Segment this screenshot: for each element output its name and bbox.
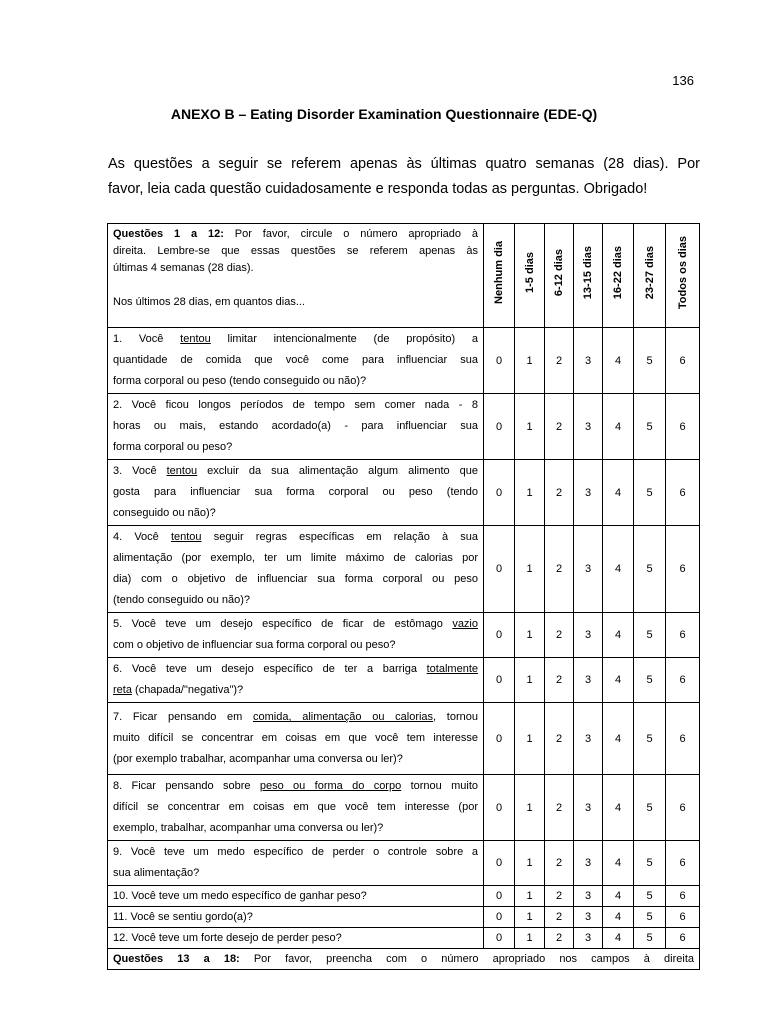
col-header-16-22: 16-22 dias bbox=[603, 224, 634, 328]
scale-option[interactable]: 3 bbox=[574, 703, 603, 775]
section-footer-row bbox=[108, 949, 700, 970]
scale-option[interactable]: 4 bbox=[603, 526, 634, 613]
scale-option[interactable]: 5 bbox=[634, 775, 666, 841]
scale-option[interactable]: 4 bbox=[603, 928, 634, 949]
scale-option[interactable]: 1 bbox=[515, 886, 545, 907]
scale-option[interactable]: 6 bbox=[666, 613, 700, 658]
scale-option[interactable]: 4 bbox=[603, 394, 634, 460]
scale-option[interactable]: 3 bbox=[574, 526, 603, 613]
scale-option[interactable]: 1 bbox=[515, 328, 545, 394]
scale-option[interactable]: 1 bbox=[515, 526, 545, 613]
scale-option[interactable]: 4 bbox=[603, 328, 634, 394]
question-11: 11. Você se sentiu gordo(a)? bbox=[108, 907, 484, 928]
col-header-23-27: 23-27 dias bbox=[634, 224, 666, 328]
scale-option[interactable]: 0 bbox=[484, 886, 515, 907]
scale-option[interactable]: 3 bbox=[574, 928, 603, 949]
scale-option[interactable]: 6 bbox=[666, 460, 700, 526]
scale-option[interactable]: 3 bbox=[574, 907, 603, 928]
question-7: 7. Ficar pensando em comida, alimentação ou calorias, tornou muito difícil se concentrar em coisas em que você tem interesse (por exemplo trabalhar, acompanhar uma conversa ou ler)? bbox=[108, 703, 484, 775]
question-row bbox=[108, 703, 700, 775]
question-row bbox=[108, 775, 700, 841]
scale-option[interactable]: 0 bbox=[484, 328, 515, 394]
scale-option[interactable]: 5 bbox=[634, 613, 666, 658]
scale-option[interactable]: 2 bbox=[545, 907, 574, 928]
scale-option[interactable]: 2 bbox=[545, 394, 574, 460]
scale-option[interactable]: 6 bbox=[666, 841, 700, 886]
col-header-13-15: 13-15 dias bbox=[574, 224, 603, 328]
question-row bbox=[108, 841, 700, 886]
question-9: 9. Você teve um medo específico de perder o controle sobre a sua alimentação? bbox=[108, 841, 484, 886]
scale-option[interactable]: 6 bbox=[666, 907, 700, 928]
scale-option[interactable]: 5 bbox=[634, 658, 666, 703]
scale-option[interactable]: 2 bbox=[545, 703, 574, 775]
header-lead-rest: Por favor, circule o número apropriado à bbox=[223, 228, 478, 240]
scale-option[interactable]: 6 bbox=[666, 928, 700, 949]
question-5: 5. Você teve um desejo específico de ficar de estômago vazio com o objetivo de influenciar sua forma corporal ou peso? bbox=[108, 613, 484, 658]
scale-option[interactable]: 6 bbox=[666, 658, 700, 703]
scale-option[interactable]: 1 bbox=[515, 928, 545, 949]
scale-option[interactable]: 2 bbox=[545, 658, 574, 703]
scale-option[interactable]: 2 bbox=[545, 526, 574, 613]
scale-option[interactable]: 3 bbox=[574, 658, 603, 703]
questionnaire-table bbox=[107, 223, 700, 970]
scale-option[interactable]: 1 bbox=[515, 613, 545, 658]
scale-option[interactable]: 6 bbox=[666, 886, 700, 907]
scale-option[interactable]: 4 bbox=[603, 613, 634, 658]
scale-option[interactable]: 5 bbox=[634, 703, 666, 775]
scale-option[interactable]: 5 bbox=[634, 928, 666, 949]
scale-option[interactable]: 1 bbox=[515, 658, 545, 703]
col-header-1-5: 1-5 dias bbox=[515, 224, 545, 328]
question-row bbox=[108, 526, 700, 613]
scale-option[interactable]: 0 bbox=[484, 658, 515, 703]
question-2: 2. Você ficou longos períodos de tempo sem comer nada - 8 horas ou mais, estando acordado(a) - para influenciar sua forma corporal ou peso? bbox=[108, 394, 484, 460]
scale-option[interactable]: 1 bbox=[515, 460, 545, 526]
scale-option[interactable]: 6 bbox=[666, 328, 700, 394]
scale-option[interactable]: 4 bbox=[603, 775, 634, 841]
scale-option[interactable]: 4 bbox=[603, 907, 634, 928]
question-10: 10. Você teve um medo específico de ganhar peso? bbox=[108, 886, 484, 907]
scale-option[interactable]: 2 bbox=[545, 613, 574, 658]
scale-option[interactable]: 6 bbox=[666, 703, 700, 775]
scale-option[interactable]: 0 bbox=[484, 841, 515, 886]
header-instructions bbox=[108, 224, 484, 328]
header-prompt: Nos últimos 28 dias, em quantos dias... bbox=[113, 296, 305, 308]
scale-option[interactable]: 6 bbox=[666, 775, 700, 841]
question-row bbox=[108, 460, 700, 526]
intro-line-1: As questões a seguir se referem apenas às últimas quatro semanas (28 dias). Por bbox=[108, 156, 700, 172]
scale-option[interactable]: 2 bbox=[545, 460, 574, 526]
scale-option[interactable]: 2 bbox=[545, 328, 574, 394]
header-line-2: direita. Lembre-se que essas questões se referem apenas às bbox=[113, 245, 478, 257]
scale-option[interactable]: 3 bbox=[574, 841, 603, 886]
scale-option[interactable]: 4 bbox=[603, 886, 634, 907]
scale-option[interactable]: 4 bbox=[603, 703, 634, 775]
scale-option[interactable]: 2 bbox=[545, 841, 574, 886]
question-row bbox=[108, 886, 700, 907]
section-13-18-instructions: Questões 13 a 18: Por favor, preencha com o número apropriado nos campos à direita bbox=[108, 949, 700, 970]
scale-option[interactable]: 3 bbox=[574, 328, 603, 394]
intro-line-2: favor, leia cada questão cuidadosamente e responda todas as perguntas. Obrigado! bbox=[108, 181, 648, 197]
scale-option[interactable]: 0 bbox=[484, 613, 515, 658]
question-row bbox=[108, 928, 700, 949]
col-header-nenhum: Nenhum dia bbox=[484, 224, 515, 328]
scale-option[interactable]: 5 bbox=[634, 886, 666, 907]
scale-option[interactable]: 5 bbox=[634, 841, 666, 886]
scale-option[interactable]: 0 bbox=[484, 394, 515, 460]
scale-option[interactable]: 0 bbox=[484, 460, 515, 526]
question-1: 1. Você tentou limitar intencionalmente (de propósito) a quantidade de comida que você come para influenciar sua forma corporal ou peso (tendo conseguido ou não)? bbox=[108, 328, 484, 394]
scale-option[interactable]: 0 bbox=[484, 775, 515, 841]
question-12: 12. Você teve um forte desejo de perder peso? bbox=[108, 928, 484, 949]
page-title: ANEXO B – Eating Disorder Examination Questionnaire (EDE-Q) bbox=[170, 106, 598, 122]
question-3: 3. Você tentou excluir da sua alimentação algum alimento que gosta para influenciar sua forma corporal ou peso (tendo conseguido ou não)? bbox=[108, 460, 484, 526]
scale-option[interactable]: 4 bbox=[603, 460, 634, 526]
scale-option[interactable]: 2 bbox=[545, 928, 574, 949]
scale-option[interactable]: 0 bbox=[484, 907, 515, 928]
question-row bbox=[108, 394, 700, 460]
question-row bbox=[108, 658, 700, 703]
scale-option[interactable]: 6 bbox=[666, 526, 700, 613]
scale-option[interactable]: 1 bbox=[515, 775, 545, 841]
scale-option[interactable]: 5 bbox=[634, 394, 666, 460]
question-4: 4. Você tentou seguir regras específicas em relação à sua alimentação (por exemplo, ter um limite máximo de calorias por dia) com o objetivo de influenciar sua forma corporal ou peso (tendo conseguido ou não)? bbox=[108, 526, 484, 613]
scale-option[interactable]: 3 bbox=[574, 394, 603, 460]
question-8: 8. Ficar pensando sobre peso ou forma do corpo tornou muito difícil se concentrar em coisas em que você tem interesse (por exemplo, trabalhar, acompanhar uma conversa ou ler)? bbox=[108, 775, 484, 841]
scale-option[interactable]: 2 bbox=[545, 775, 574, 841]
scale-option[interactable]: 3 bbox=[574, 613, 603, 658]
scale-option[interactable]: 3 bbox=[574, 460, 603, 526]
header-line-3: últimas 4 semanas (28 dias). bbox=[113, 262, 254, 274]
scale-option[interactable]: 0 bbox=[484, 526, 515, 613]
page-number: 136 bbox=[672, 73, 694, 88]
scale-option[interactable]: 3 bbox=[574, 775, 603, 841]
scale-option[interactable]: 5 bbox=[634, 328, 666, 394]
question-row bbox=[108, 907, 700, 928]
col-header-6-12: 6-12 dias bbox=[545, 224, 574, 328]
question-6: 6. Você teve um desejo específico de ter a barriga totalmente reta (chapada/"negativa")? bbox=[108, 658, 484, 703]
scale-option[interactable]: 6 bbox=[666, 394, 700, 460]
scale-option[interactable]: 5 bbox=[634, 526, 666, 613]
intro-paragraph bbox=[108, 152, 700, 202]
question-row bbox=[108, 613, 700, 658]
scale-option[interactable]: 0 bbox=[484, 928, 515, 949]
scale-option[interactable]: 0 bbox=[484, 703, 515, 775]
scale-option[interactable]: 1 bbox=[515, 394, 545, 460]
scale-option[interactable]: 4 bbox=[603, 841, 634, 886]
header-row bbox=[108, 224, 700, 328]
scale-option[interactable]: 1 bbox=[515, 703, 545, 775]
scale-option[interactable]: 3 bbox=[574, 886, 603, 907]
scale-option[interactable]: 5 bbox=[634, 460, 666, 526]
scale-option[interactable]: 1 bbox=[515, 841, 545, 886]
scale-option[interactable]: 5 bbox=[634, 907, 666, 928]
scale-option[interactable]: 1 bbox=[515, 907, 545, 928]
scale-option[interactable]: 4 bbox=[603, 658, 634, 703]
col-header-todos: Todos os dias bbox=[666, 224, 700, 328]
scale-option[interactable]: 2 bbox=[545, 886, 574, 907]
question-row bbox=[108, 328, 700, 394]
header-lead: Questões 1 a 12: bbox=[113, 228, 224, 240]
